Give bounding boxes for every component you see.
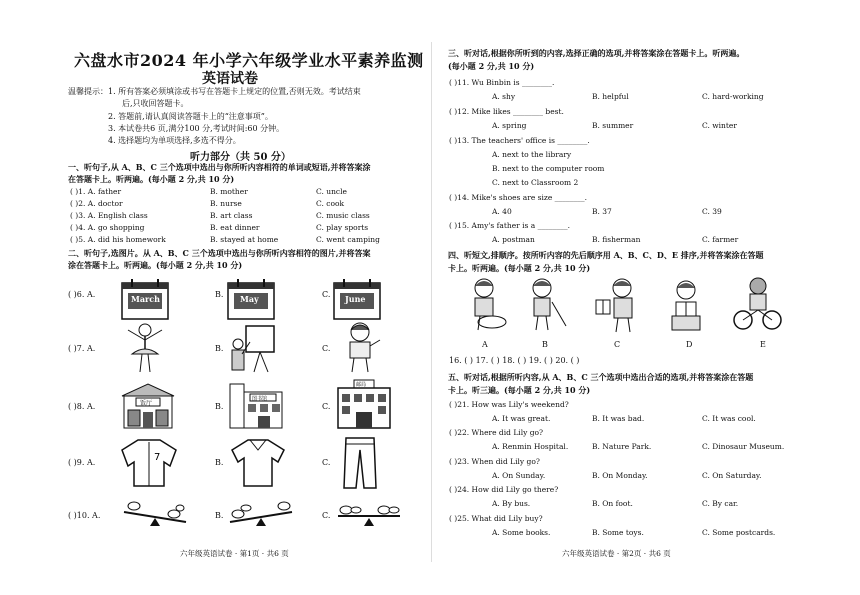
girl-drawing-icon (334, 320, 386, 374)
library-building-icon (226, 380, 286, 430)
q8-label: ( )8. A. (68, 402, 96, 411)
pants-icon (340, 436, 380, 490)
calendar-june-text: June (345, 294, 366, 304)
q13-a: A. next to the library (492, 150, 572, 159)
q14-c: C. 39 (702, 207, 722, 216)
library-sign: 图书馆 (252, 396, 268, 402)
ducks-seesaw-c-icon (334, 494, 404, 528)
q21: ( )21. How was Lily's weekend? (449, 400, 569, 409)
q15-c: C. farmer (702, 235, 739, 244)
q25-a: A. Some books. (492, 528, 551, 537)
q6-b-label: B. (215, 290, 224, 299)
q1-a: ( )1. A. father (70, 187, 122, 196)
q3-c: C. music class (316, 211, 370, 220)
tips-line-3: 2. 答题前,请认真阅读答题卡上的“注意事项”。 (108, 112, 273, 121)
q13-b: B. next to the computer room (492, 164, 605, 173)
q7-b-label: B. (215, 344, 224, 353)
q10-b-label: B. (215, 511, 224, 520)
q22: ( )22. Where did Lily go? (449, 428, 544, 437)
q3-a: ( )3. A. English class (70, 211, 148, 220)
sec4-letter-d: D (686, 340, 693, 349)
q23-a: A. On Sunday. (492, 471, 546, 480)
q21-b: B. It was bad. (592, 414, 645, 423)
jacket-icon (118, 436, 180, 488)
q11-b: B. helpful (592, 92, 629, 101)
ballet-dancer-icon (118, 322, 172, 374)
q24-a: A. By bus. (492, 499, 531, 508)
q22-a: A. Renmin Hospital. (492, 442, 569, 451)
exam-title: 六盘水市2024 年小学六年级学业水平素养监测 (74, 51, 424, 70)
q5-b: B. stayed at home (210, 235, 279, 244)
sec4-letter-a: A (482, 340, 488, 349)
page-divider (431, 42, 432, 562)
q8-c-label: C. (322, 402, 331, 411)
q5-c: C. went camping (316, 235, 380, 244)
q3-b: B. art class (210, 211, 253, 220)
boy-gift-icon (594, 276, 642, 334)
ducks-seesaw-b-icon (226, 494, 296, 528)
q13: ( )13. The teachers' office is ________. (449, 136, 590, 145)
sec4-order: 16. ( ) 17. ( ) 18. ( ) 19. ( ) 20. ( ) (449, 356, 580, 365)
q8-b-label: B. (215, 402, 224, 411)
tips-line-5: 4. 选择题均为单项选择,多选不得分。 (108, 136, 241, 145)
boy-sweeping-icon (522, 276, 570, 332)
q9-c-label: C. (322, 458, 331, 467)
q15-a: A. postman (492, 235, 535, 244)
sec4-title: 四、听短文,排顺序。按所听内容的先后顺序用 A、B、C、D、E 排序,并将答案涂在答题 (448, 250, 764, 260)
q2-c: C. cook (316, 199, 345, 208)
tips-line-2: 后,只收回答题卡。 (122, 99, 189, 108)
q4-c: C. play sports (316, 223, 369, 232)
q21-c: C. It was cool. (702, 414, 756, 423)
q14-a: A. 40 (492, 207, 512, 216)
q22-b: B. Nature Park. (592, 442, 652, 451)
q9-label: ( )9. A. (68, 458, 96, 467)
q12-c: C. winter (702, 121, 737, 130)
sec3-title: 三、听对话,根据你所听到的内容,选择正确的选项,并将答案涂在答题卡上。听两遍。 (448, 48, 745, 58)
q12: ( )12. Mike likes ________ best. (449, 107, 564, 116)
q25-c: C. Some postcards. (702, 528, 776, 537)
q4-b: B. eat dinner (210, 223, 260, 232)
q15: ( )15. Amy's father is a ________. (449, 221, 570, 230)
q9-b-label: B. (215, 458, 224, 467)
left-footer: 六年级英语试卷 · 第1页 · 共6 页 (180, 549, 289, 558)
q10-c-label: C. (322, 511, 331, 520)
q22-c: C. Dinosaur Museum. (702, 442, 785, 451)
q25-b: B. Some toys. (592, 528, 644, 537)
sec1-title-2: 在答题卡上。听两遍。(每小题 2 分,共 10 分) (68, 174, 235, 184)
q6-c-label: C. (322, 290, 331, 299)
q21-a: A. It was great. (492, 414, 551, 423)
restaurant-sign: 饭厅 (140, 400, 153, 407)
sec5-title: 五、听对话,根据所听内容,从 A、B、C 三个选项中选出合适的选项,并将答案涂在答题 (448, 372, 754, 382)
q14-b: B. 37 (592, 207, 612, 216)
q5-a: ( )5. A. did his homework (70, 235, 166, 244)
sec1-title: 一、听句子,从 A、B、C 三个选项中选出与你所听内容相符的单词或短语,并将答案涂 (68, 162, 371, 172)
post-office-sign: 邮局 (356, 382, 367, 388)
q23-b: B. On Monday. (592, 471, 648, 480)
calendar-march-text: March (131, 294, 160, 304)
sec2-title: 二、听句子,选图片。从 A、B、C 三个选项中选出与你所听内容相符的图片,并将答案 (68, 248, 371, 258)
sec4-title-2: 卡上。听两遍。(每小题 2 分,共 10 分) (448, 263, 591, 273)
sec5-title-2: 卡上。听三遍。(每小题 2 分,共 10 分) (448, 385, 591, 395)
q25: ( )25. What did Lily buy? (449, 514, 543, 523)
q11: ( )11. Wu Binbin is ________. (449, 78, 555, 87)
sec4-letter-c: C (614, 340, 621, 349)
boy-reading-icon (662, 278, 710, 334)
ducks-seesaw-a-icon (120, 494, 190, 528)
q2-a: ( )2. A. doctor (70, 199, 123, 208)
q24-c: C. By car. (702, 499, 739, 508)
q12-a: A. spring (492, 121, 527, 130)
q15-b: B. fisherman (592, 235, 641, 244)
q23-c: C. On Saturday. (702, 471, 762, 480)
q6-label: ( )6. A. (68, 290, 96, 299)
sec2-title-2: 涂在答题卡上。听两遍。(每小题 2 分,共 10 分) (68, 260, 243, 270)
sec3-title-2: (每小题 2 分,共 10 分) (448, 61, 535, 71)
q12-b: B. summer (592, 121, 634, 130)
boy-cycling-icon (732, 276, 782, 334)
exam-subtitle: 英语试卷 (202, 71, 258, 87)
tips-line-1: 温馨提示：1. 所有答案必须填涂或书写在答题卡上规定的位置,否则无效。考试结束 (68, 87, 361, 96)
boy-washing-icon (462, 276, 510, 332)
q11-a: A. shy (492, 92, 516, 101)
tips-line-4: 3. 本试卷共6 页,满分100 分,考试时间:60 分钟。 (108, 124, 285, 133)
q24-b: B. On foot. (592, 499, 633, 508)
q4-a: ( )4. A. go shopping (70, 223, 145, 232)
sec4-letter-b: B (542, 340, 548, 349)
shirt-icon (228, 436, 288, 488)
q7-c-label: C. (322, 344, 331, 353)
listening-header: 听力部分（共 50 分） (190, 152, 291, 163)
calendar-may-text: May (240, 294, 259, 304)
q1-c: C. uncle (316, 187, 347, 196)
svg-text:7: 7 (154, 452, 161, 463)
right-footer: 六年级英语试卷 · 第2页 · 共6 页 (562, 549, 671, 558)
q13-c: C. next to Classroom 2 (492, 178, 579, 187)
q1-b: B. mother (210, 187, 248, 196)
q2-b: B. nurse (210, 199, 242, 208)
q10-label: ( )10. A. (68, 511, 101, 520)
q11-c: C. hard-working (702, 92, 764, 101)
sec4-letter-e: E (760, 340, 766, 349)
painting-easel-icon (226, 322, 280, 374)
q14: ( )14. Mike's shoes are size ________. (449, 193, 588, 202)
q7-label: ( )7. A. (68, 344, 96, 353)
q23: ( )23. When did Lily go? (449, 457, 540, 466)
q24: ( )24. How did Lily go there? (449, 485, 559, 494)
